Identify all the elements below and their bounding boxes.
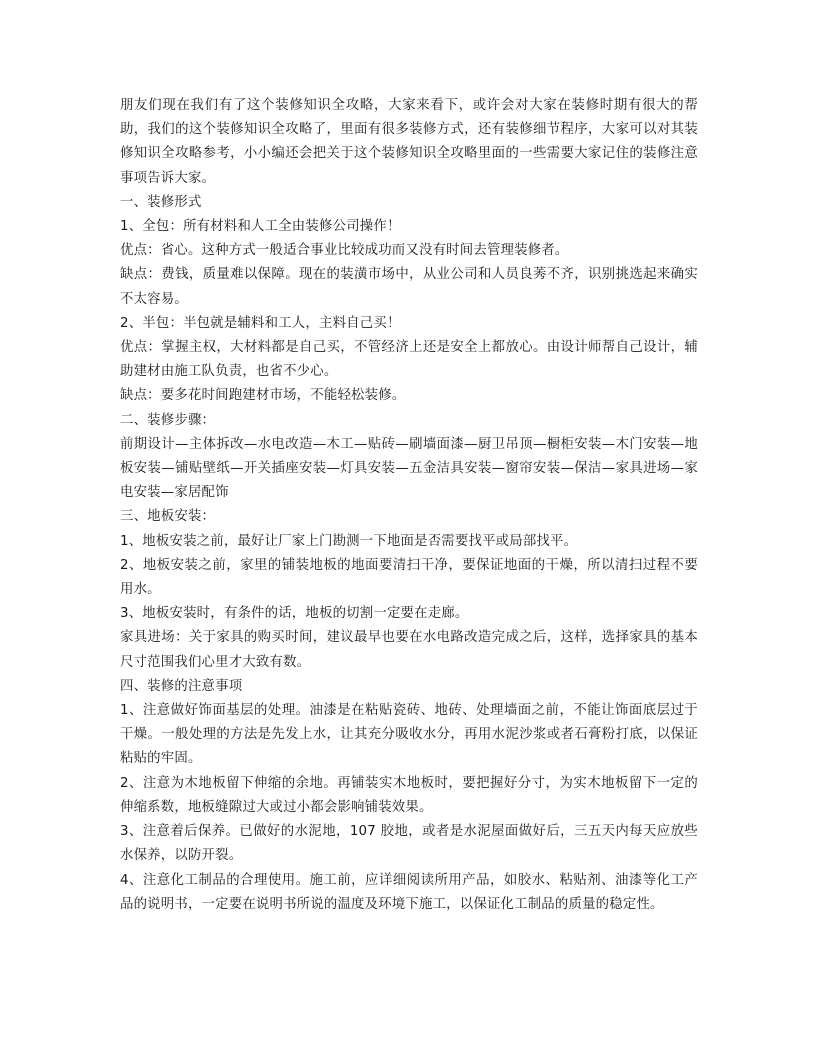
section-heading-precautions: 四、装修的注意事项 bbox=[120, 678, 243, 694]
paragraph-floor-2: 2、地板安装之前，家里的铺装地板的地面要清扫干净，要保证地面的干燥，所以清扫过程不要用水。 bbox=[120, 557, 698, 598]
paragraph-full-package-pros: 优点：省心。这种方式一般适合事业比较成功而又没有时间去管理装修者。 bbox=[120, 243, 569, 259]
paragraph-half-package-pros: 优点：掌握主权，大材料都是自己买，不管经济上还是安全上都放心。由设计师帮自己设计，辅助建材由施工队负责，也省不少心。 bbox=[120, 340, 698, 380]
paragraph-full-package: 1、全包：所有材料和人工全由装修公司操作！ bbox=[120, 219, 401, 235]
paragraph-precaution-3: 3、注意着后保养。已做好的水泥地，107 胶地，或者是水泥屋面做好后，三五天内每天应放些水保养，以防开裂。 bbox=[120, 824, 698, 864]
section-heading-decoration-forms: 一、装修形式 bbox=[120, 194, 202, 210]
paragraph-half-package: 2、半包：半包就是辅料和工人，主料自己买！ bbox=[120, 315, 401, 331]
paragraph-steps-sequence: 前期设计—主体拆改—水电改造—木工—贴砖—刷墙面漆—厨卫吊顶—橱柜安装—木门安装—地板安装—铺贴壁纸—开关插座安装—灯具安装—五金洁具安装—窗帘安装—保洁—家具进场—家电安装—家居配饰 bbox=[120, 436, 698, 501]
paragraph-half-package-cons: 缺点：要多花时间跑建材市场，不能轻松装修。 bbox=[120, 388, 406, 404]
paragraph-floor-1: 1、地板安装之前，最好让厂家上门勘测一下地面是否需要找平或局部找平。 bbox=[120, 533, 578, 549]
intro-paragraph: 朋友们现在我们有了这个装修知识全攻略，大家来看下，或许会对大家在装修时期有很大的帮助，我们的这个装修知识全攻略了，里面有很多装修方式，还有装修细节程序，大家可以对其装修知识全攻略参考，小小编还会把关于这个装修知识全攻略里面的一些需要大家记住的装修注意事项告诉大家。 bbox=[120, 98, 698, 186]
paragraph-precaution-4: 4、注意化工制品的合理使用。施工前，应详细阅读所用产品，如胶水、粘贴剂、油漆等化工产品的说明书，一定要在说明书所说的温度及环境下施工，以保证化工制品的质量的稳定性。 bbox=[120, 872, 698, 912]
paragraph-full-package-cons: 缺点：费钱，质量难以保障。现在的装潢市场中，从业公司和人员良莠不齐，识别挑选起来确实不太容易。 bbox=[120, 267, 698, 307]
paragraph-precaution-2: 2、注意为木地板留下伸缩的余地。再铺装实木地板时，要把握好分寸，为实木地板留下一定的伸缩系数，地板缝隙过大或过小都会影响铺装效果。 bbox=[120, 775, 698, 815]
paragraph-floor-3: 3、地板安装时，有条件的话，地板的切割一定要在走廊。 bbox=[120, 606, 469, 622]
section-heading-decoration-steps: 二、装修步骤： bbox=[120, 412, 216, 428]
document-body bbox=[120, 94, 698, 917]
paragraph-furniture-arrival: 家具进场：关于家具的购买时间，建议最早也要在水电路改造完成之后，这样，选择家具的基本尺寸范围我们心里才大致有数。 bbox=[120, 630, 698, 670]
section-heading-floor-installation: 三、地板安装： bbox=[120, 509, 216, 525]
paragraph-precaution-1: 1、注意做好饰面基层的处理。油漆是在粘贴瓷砖、地砖、处理墙面之前，不能让饰面底层过于干燥。一般处理的方法是先发上水，让其充分吸收水分，再用水泥沙浆或者石膏粉打底，以保证粘贴的牢固。 bbox=[120, 703, 698, 767]
